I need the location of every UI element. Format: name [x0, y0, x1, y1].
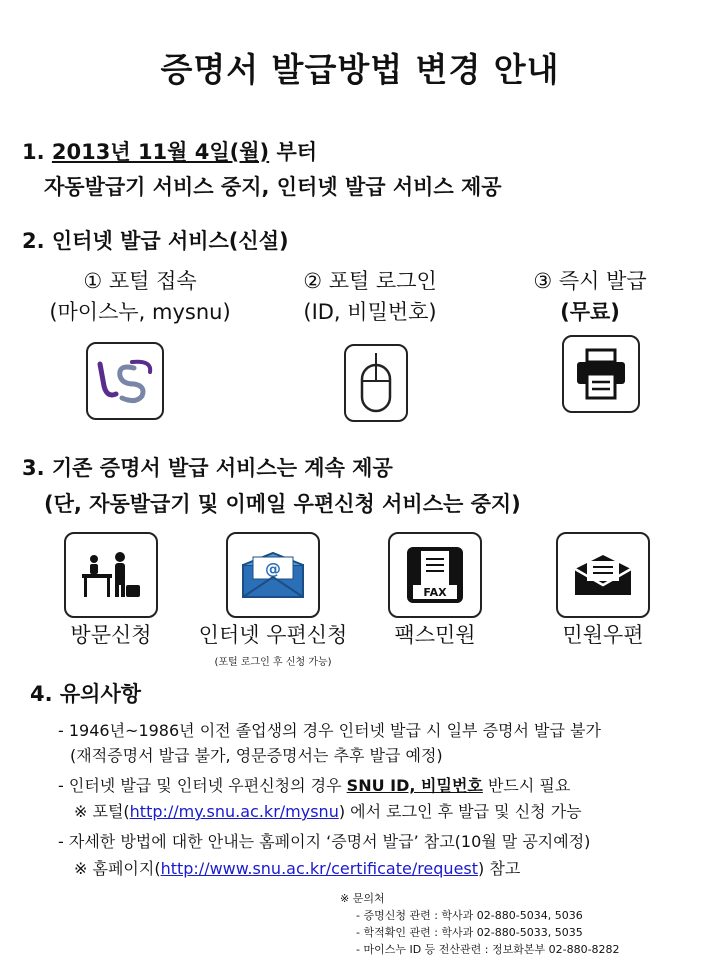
- section1-date: 2013년 11월 4일(월): [51, 140, 270, 164]
- notice-homepage-guide: - 자세한 방법에 대한 안내는 홈페이지 ‘증명서 발급’ 참고(10월 말 공지예정): [58, 832, 591, 851]
- step-portal-login-sub: (ID, 비밀번호): [303, 300, 437, 324]
- notice-homepage: [74, 856, 520, 879]
- notice-id-required-suffix: 반드시 필요: [482, 776, 571, 795]
- step-portal-access-sub: (마이스누, mysnu): [49, 300, 231, 324]
- fax-icon: [388, 532, 482, 618]
- section3-heading: 3. 기존 증명서 발급 서비스는 계속 제공: [22, 456, 393, 480]
- section1-suffix: 부터: [269, 140, 318, 164]
- step-portal-access-title: ① 포털 접속: [83, 269, 197, 293]
- notice-portal-suffix: ) 에서 로그인 후 발급 및 신청 가능: [338, 802, 582, 821]
- section3-subheading: (단, 자동발급기 및 이메일 우편신청 서비스는 중지): [44, 492, 521, 516]
- step-portal-login: [250, 266, 490, 328]
- mail-envelope-icon: [556, 532, 650, 618]
- step-portal-access: [20, 266, 260, 328]
- step-instant-issue-sub: (무료): [560, 300, 620, 324]
- contact-line-it: - 마이스누 ID 등 전산관련 : 정보화본부 02-880-8282: [356, 943, 620, 956]
- service-label-fax: 팩스민원: [394, 623, 476, 647]
- snu-logo-icon: [86, 342, 164, 420]
- printer-icon: [562, 335, 640, 413]
- visit-counter-icon: [64, 532, 158, 618]
- service-label-internet-mail: 인터넷 우편신청: [198, 623, 348, 647]
- step-instant-issue: [490, 266, 690, 328]
- contact-title: ※ 문의처: [340, 892, 385, 905]
- snu-id-password: SNU ID, 비밀번호: [346, 776, 483, 795]
- step-portal-login-title: ② 포털 로그인: [303, 269, 437, 293]
- section4-heading: 4. 유의사항: [30, 682, 142, 706]
- homepage-link[interactable]: http://www.snu.ac.kr/certificate/request: [160, 859, 479, 878]
- section1-number: 1.: [22, 140, 45, 164]
- notice-graduates-detail: (재적증명서 발급 불가, 영문증명서는 추후 발급 예정): [70, 746, 443, 765]
- svg-text:FAX: FAX: [423, 586, 447, 599]
- svg-text:@: @: [265, 559, 281, 578]
- section1-heading: [22, 136, 317, 166]
- portal-link[interactable]: http://my.snu.ac.kr/mysnu: [129, 802, 339, 821]
- service-label-mail: 민원우편: [562, 623, 644, 647]
- notice-homepage-suffix: ) 참고: [478, 859, 521, 878]
- page-title: 증명서 발급방법 변경 안내: [160, 50, 560, 89]
- notice-portal: [74, 799, 582, 822]
- notice-id-required: [58, 773, 570, 796]
- notice-portal-prefix: ※ 포털(: [74, 802, 130, 821]
- email-envelope-icon: [226, 532, 320, 618]
- step-instant-issue-title: ③ 즉시 발급: [533, 269, 647, 293]
- contact-line-academic: - 학적확인 관련 : 학사과 02-880-5033, 5035: [356, 926, 583, 939]
- section1-description: 자동발급기 서비스 중지, 인터넷 발급 서비스 제공: [44, 175, 502, 199]
- service-label-visit: 방문신청: [70, 623, 152, 647]
- mouse-icon: [344, 344, 408, 422]
- notice-homepage-prefix: ※ 홈페이지(: [74, 859, 161, 878]
- contact-block: [340, 890, 620, 958]
- service-note-internet-mail: (포털 로그인 후 신청 가능): [214, 657, 332, 668]
- contact-line-certificate: - 증명신청 관련 : 학사과 02-880-5034, 5036: [356, 909, 583, 922]
- notice-id-required-prefix: - 인터넷 발급 및 인터넷 우편신청의 경우: [58, 776, 347, 795]
- notice-graduates: - 1946년~1986년 이전 졸업생의 경우 인터넷 발급 시 일부 증명서 발급 불가: [58, 721, 601, 740]
- section2-heading: 2. 인터넷 발급 서비스(신설): [22, 229, 289, 253]
